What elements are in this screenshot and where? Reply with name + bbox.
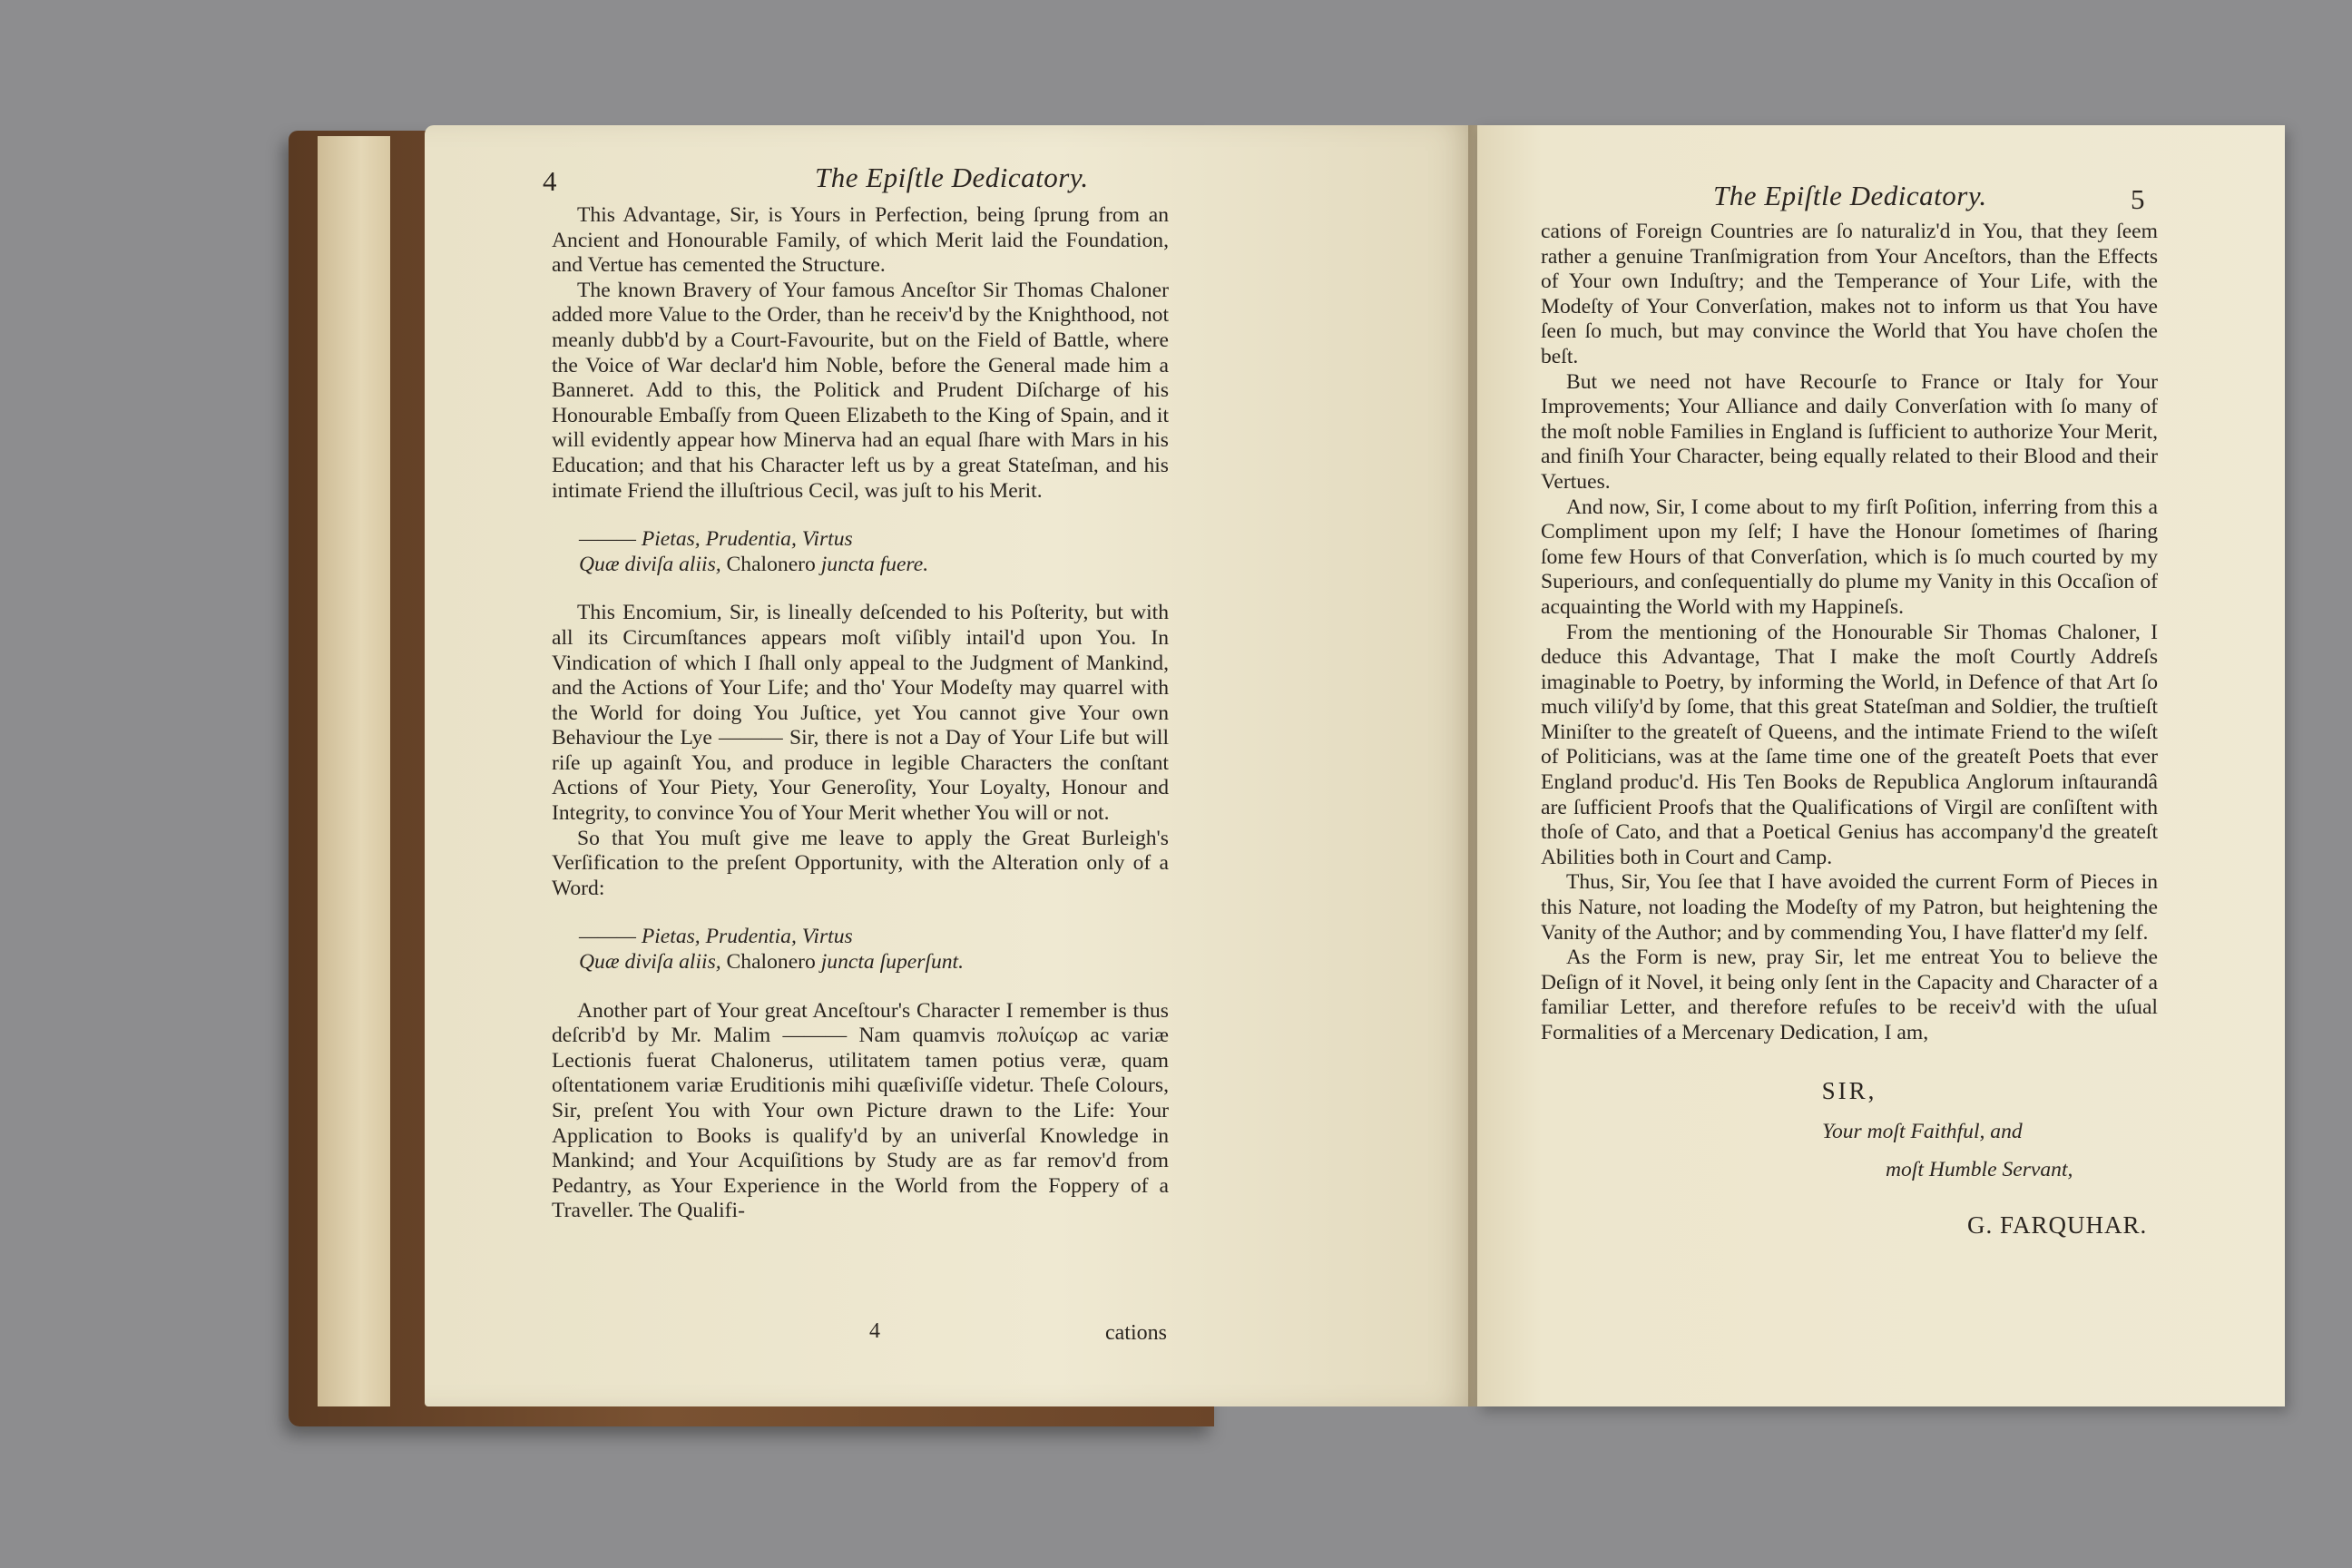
paragraph: So that You muſt give me leave to apply the Great Burleigh's Verſification to the preſent Opportunity, with the Alteration only of a Word: xyxy=(552,826,1169,900)
right-running-head: The Epiſtle Dedicatory. xyxy=(1713,180,1987,211)
paragraph: And now, Sir, I come about to my firſt Poſition, inferring from this a Compliment upon my ſelf; I have the Honour ſometimes of ſharing ſome few Hours of that Converſation, which is ſo much courted by my Superiours, and conſequentially do plume my Vanity in this Occaſion of acquainting the World with my Happineſs. xyxy=(1541,495,2158,619)
verse-line: ——— Pietas, Prudentia, Virtus xyxy=(579,527,853,552)
signature-mark: 4 xyxy=(869,1319,880,1343)
page-edges xyxy=(318,136,390,1406)
verse-line: Quæ diviſa aliis, Chalonero juncta ſuperſunt. xyxy=(579,950,965,975)
right-page xyxy=(1477,125,2285,1406)
left-page xyxy=(425,125,1477,1406)
paragraph: This Advantage, Sir, is Yours in Perfection, being ſprung from an Ancient and Honourable Family, of which Merit laid the Foundation, and Vertue has cemented the Structure. xyxy=(552,203,1169,278)
left-page-text xyxy=(552,203,1169,1224)
closing-line: moſt Humble Servant, xyxy=(1886,1157,2073,1181)
paragraph: Thus, Sir, You ſee that I have avoided the current Form of Pieces in this Nature, not loading the Modeſty of my Patron, but heightening the Vanity of the Author; and by commending You, I have flatter'd my ſelf. xyxy=(1541,870,2158,945)
paragraph: Another part of Your great Anceſtour's Character I remember is thus deſcrib'd by Mr. Malim ——— Nam quamvis πολυίςωρ ac variæ Lectionis fuerat Chalonerus, utilitatem tamen potius veræ, quam oſtentationem variæ Eruditionis mihi quæſiviſſe videtur. Theſe Colours, Sir, preſent You with Your own Picture drawn to the Life: Your Application to Books is qualify'd by an univerſal Knowledge in Mankind; and Your Acquiſitions by Study are as far remov'd from Pedantry, as Your Experience in the World from the Foppery of a Traveller. The Qualifi- xyxy=(552,998,1169,1223)
salutation: SIR, xyxy=(1821,1076,1877,1104)
right-page-number: 5 xyxy=(2131,183,2145,215)
verse-quote-2 xyxy=(552,925,1169,975)
catchword: cations xyxy=(1105,1321,1167,1345)
verse-line: ——— Pietas, Prudentia, Virtus xyxy=(579,925,853,949)
paragraph: From the mentioning of the Honourable Sir Thomas Chaloner, I deduce this Advantage, That I make the moſt Courtly Addreſs imaginable to Poetry, by informing the World, in Defence of that Art ſo much viliſy'd by ſome, that this great Stateſman and Soldier, the truſtieſt Miniſter to the greateſt of Queens, and the intimate Friend to the wiſeſt of Politicians, was at the ſame time one of the greateſt Poets that ever England produc'd. His Ten Books de Republica Anglorum inſtaurandâ are ſufficient Proofs that the Qualifications of Virgil are conſiſtent with thoſe of Cato, and that a Poetical Genius has accompany'd the greateſt Abilities both in Court and Camp. xyxy=(1541,620,2158,869)
left-running-head: The Epiſtle Dedicatory. xyxy=(815,162,1089,193)
right-page-text xyxy=(1541,220,2158,1239)
author-signature: G. FARQUHAR. xyxy=(1967,1211,2148,1240)
paragraph: As the Form is new, pray Sir, let me entreat You to believe the Deſign of it Novel, it being only ſent in the Capacity and Character of a familiar Letter, and therefore refuſes to be receiv'd with the uſual Formalities of a Mercenary Dedication, I am, xyxy=(1541,946,2158,1044)
open-book xyxy=(289,125,2158,1434)
verse-quote-1 xyxy=(552,527,1169,577)
paragraph: cations of Foreign Countries are ſo naturaliz'd in You, that they ſeem rather a genuine Tranſmigration from Your Anceſtors, than the Effects of Your own Induſtry; and the Temperance of Your Life, with the Modeſty of Your Converſation, makes not to inform us that You have ſeen ſo much, but may convince the World that You have choſen the beſt. xyxy=(1541,220,2158,368)
paragraph: The known Bravery of Your famous Anceſtor Sir Thomas Chaloner added more Value to the Order, than he receiv'd by the Knighthood, not meanly dubb'd by a Court-Favourite, but on the Field of Battle, where the Voice of War declar'd him Noble, before the General made him a Banneret. Add to this, the Politick and Prudent Diſcharge of his Honourable Embaſſy from Queen Elizabeth to the King of Spain, and it will evidently appear how Minerva had an equal ſhare with Mars in his Education; and that his Character left us by a great Stateſman, and his intimate Friend the illuſtrious Cecil, was juſt to his Merit. xyxy=(552,278,1169,503)
left-page-number: 4 xyxy=(543,165,557,197)
paragraph: This Encomium, Sir, is lineally deſcended to his Poſterity, but with all its Circumſtances appears moſt viſibly intail'd upon You. In Vindication of which I ſhall only appeal to the Judgment of Mankind, and the Actions of Your Life; and tho' Your Modeſty may quarrel with the World for doing You Juſtice, yet You cannot give Your own Behaviour the Lye ——— Sir, there is not a Day of Your Life but will riſe up againſt You, and produce in legible Characters the conſtant Actions of Your Piety, Your Generoſity, Your Loyalty, Honour and Integrity, to convince You of Your Merit whether You will or not. xyxy=(552,601,1169,826)
closing-line: Your moſt Faithful, and xyxy=(1822,1120,2023,1144)
paragraph: But we need not have Recourſe to France or Italy for Your Improvements; Your Alliance and daily Converſation with ſo many of the moſt noble Families in England is ſufficient to authorize Your Merit, and finiſh Your Character, being equally related to their Blood and their Vertues. xyxy=(1541,369,2158,494)
verse-line: Quæ diviſa aliis, Chalonero juncta fuere. xyxy=(579,552,929,576)
